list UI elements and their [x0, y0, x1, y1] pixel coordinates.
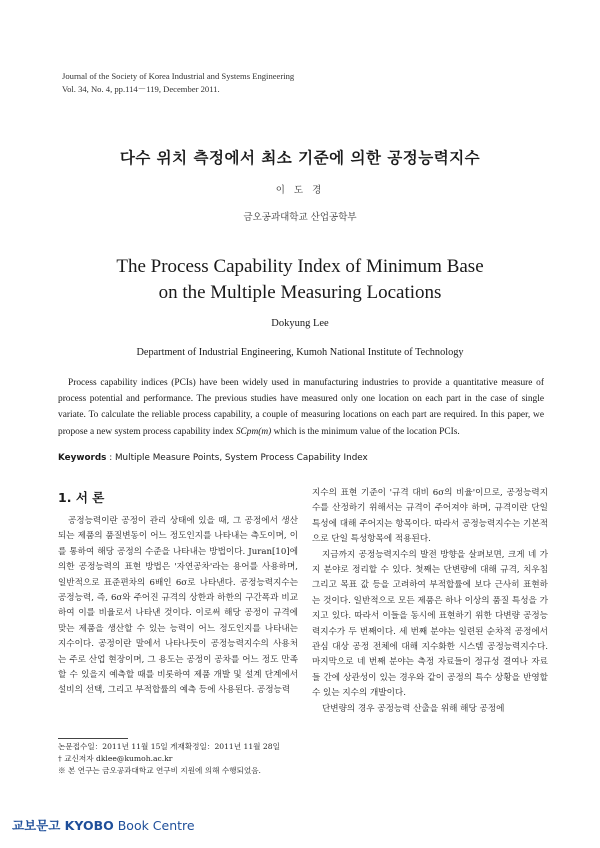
- journal-volume: Vol. 34, No. 4, pp.114－119, December 2011.: [62, 84, 220, 94]
- english-affiliation: Department of Industrial Engineering, Kumoh National Institute of Technology: [136, 347, 464, 358]
- continuation-paragraph: 지수의 표현 기준이 '규격 대비 6σ의 비율'이므로, 공정능력지수를 산정하기 위해서는 규격이 주어져야 하며, 규격이란 단일 특성에 대해 주어지는 항목이다. 따라서 공정능력지수는 기본적으로 단일 특성항목에 적용된다.: [312, 488, 548, 545]
- intro-paragraph: 공정능력이란 공정이 관리 상태에 있을 때, 그 공정에서 생산되는 제품의 품질변동이 어느 정도인지를 나타내는 측도이며, 이를 통하여 해당 공정의 수준을 나타내는 방법이다. Juran[10]에 의한 공정능력의 표현 방법은 '자연공차'라는 용어를 사용하며, 일반적으로 표준편차의 6배인 6σ로 나타낸다. 공정능력지수는 공정능력, 즉, 6σ와 주어진 규격의 상한과 하한의 구간폭과 비교하여 이를 비율로서 나타낸 것이다. 이로써 해당 공정이 규격에 맞는 제품을 생산할 수 있는 능력이 어느 정도인지를 나타내는 지수이다. 공정이란 말에서 나타나듯이 공정능력지수의 사용처는 주로 산업 현장이며, 그 용도는 공정이 공차를 어느 정도 만족할 수 있을지 예측할 때를 비롯하여 제품 개발 및 설계 단계에서 설비의 선택, 그리고 부적합률의 예측 등에 사용된다. 공정능력: [58, 516, 298, 696]
- corresponding-author: † 교신저자 dklee@kumoh.ac.kr: [58, 753, 173, 763]
- univariate-paragraph: 단변량의 경우 공정능력 산출을 위해 해당 공정에: [322, 703, 505, 714]
- english-title: [0, 254, 600, 306]
- kyobo-logo: 교보문고 KYOBO: [12, 818, 114, 833]
- keywords-text: Multiple Measure Points, System Process Capability Index: [114, 453, 368, 463]
- korean-affiliation: 금오공과대학교 산업공학부: [243, 212, 357, 223]
- book-centre-label: Book Centre: [117, 818, 195, 833]
- abstract-text-after: which is the minimum value of the location PCIs.: [271, 426, 460, 437]
- korean-author: 이 도 경: [275, 185, 325, 196]
- left-column: [58, 514, 298, 699]
- journal-name: Journal of the Society of Korea Industrial and Systems Engineering: [62, 71, 295, 81]
- keywords-separator: :: [106, 453, 115, 463]
- english-title-line2: on the Multiple Measuring Locations: [158, 282, 442, 303]
- right-column: [312, 486, 548, 717]
- english-title-line1: The Process Capability Index of Minimum Base: [116, 256, 484, 277]
- keywords: [58, 453, 368, 463]
- funding-note: ※ 본 연구는 금오공과대학교 연구비 지원에 의해 수행되었음.: [58, 765, 261, 775]
- index-symbol: SCpm(m): [235, 426, 272, 437]
- korean-title: 다수 위치 측정에서 최소 기준에 의한 공정능력지수: [119, 149, 481, 167]
- footnotes: [58, 741, 280, 776]
- section-title: 서 론: [75, 490, 105, 505]
- english-author: Dokyung Lee: [271, 318, 329, 329]
- publisher-footer: [12, 816, 195, 834]
- footnote-divider: [58, 738, 128, 739]
- journal-citation: [62, 70, 294, 96]
- received-date: 논문접수일：2011년 11월 15일 게재확정일：2011년 11월 28일: [58, 742, 280, 751]
- keywords-label: Keywords: [58, 453, 107, 463]
- history-paragraph: 지금까지 공정능력지수의 발전 방향을 살펴보면, 크게 네 가지 분야로 정리할 수 있다. 첫째는 단변량에 대해 규격, 치우침 그리고 목표 값 등을 고려하여 부적합률에 보다 근사히 표현하는 것이다. 일반적으로 모든 제품은 하나 이상의 품질 특성을 가지고 있다. 따라서 이들을 동시에 표현하기 위한 다변량 공정능력지수가 두 번째이다. 세 번째 분야는 일련된 순차적 공정에서 관심 대상 공정 전체에 대해 지수화한 시스템 공정능력지수다. 마지막으로 네 번째 분야는 측정 자료들이 정규성 결여나 자료들 간에 상관성이 있는 경우와 같이 공정의 특수 상황을 반영할 수 있는 지수의 개발이다.: [312, 549, 548, 699]
- section-number: 1.: [58, 490, 72, 505]
- abstract-text-before: Process capability indices (PCIs) have been widely used in manufacturing industries to provide a quantitative measure of process potential and performance. The previous studies have measured only one location on each part in the case of single variate. To calculate the reliable process capability, a couple of measuring locations on each part are required. In this paper, we propose a new system process capability index: [58, 378, 544, 437]
- section-heading: [58, 488, 104, 506]
- abstract: [58, 375, 544, 440]
